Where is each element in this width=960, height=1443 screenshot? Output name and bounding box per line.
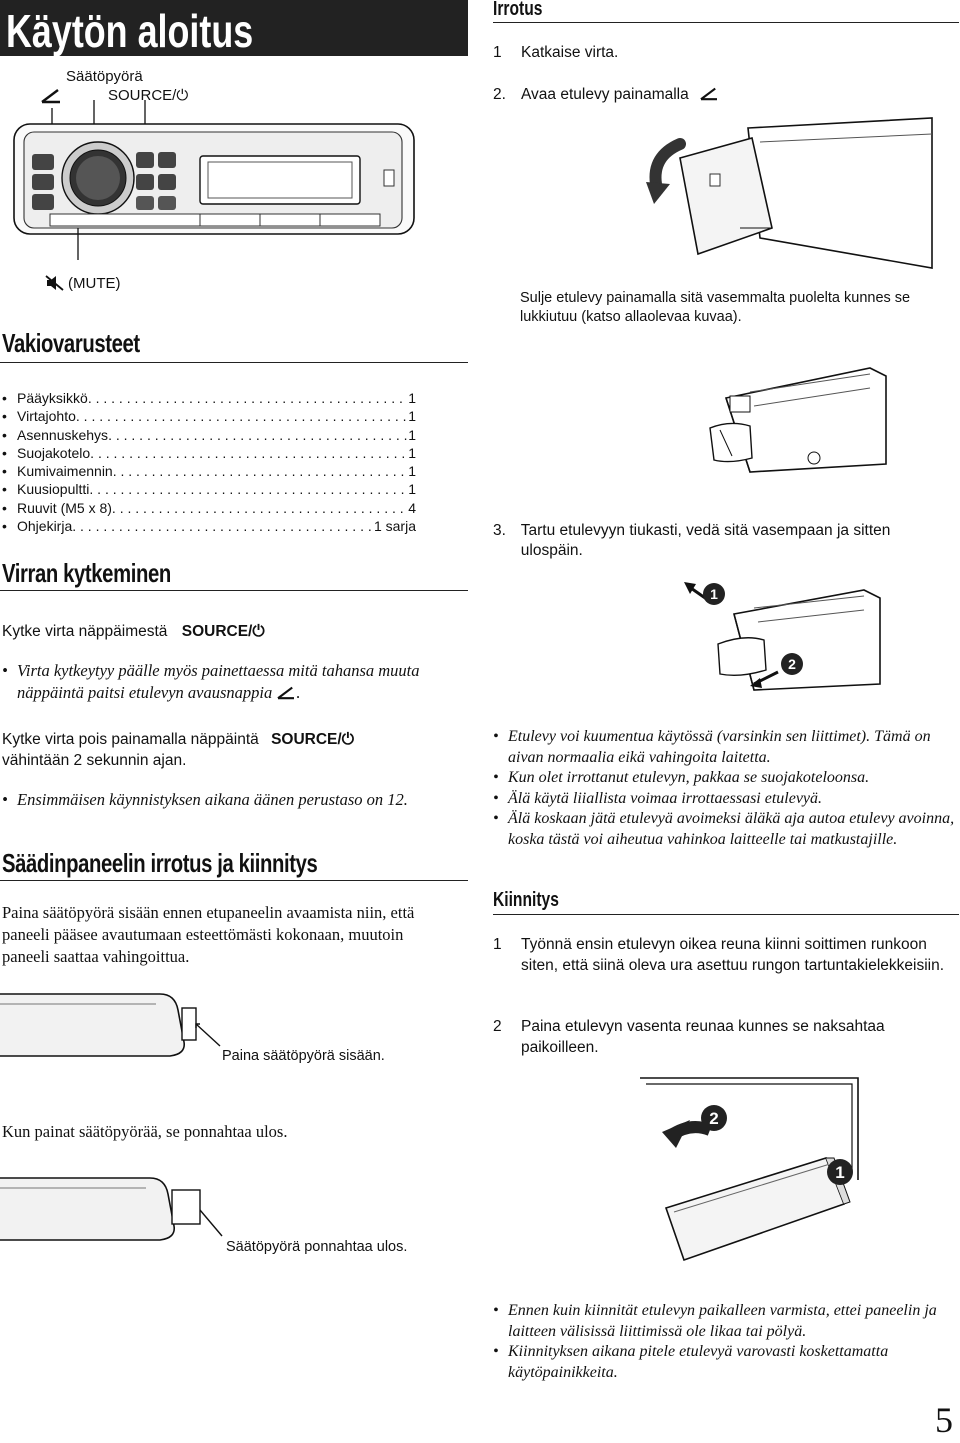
panel-close-illustration <box>690 368 890 478</box>
removal-notes <box>493 727 959 850</box>
knob-popout-text: Kun painat säätöpyörää, se ponnahtaa ulos. <box>2 1122 288 1141</box>
heading-rule <box>0 362 468 363</box>
heading-rule <box>0 590 468 591</box>
accessories-heading: Vakiovarusteet <box>2 328 140 358</box>
head-unit-illustration <box>0 100 470 260</box>
source-key: SOURCE/⏻ <box>181 623 265 640</box>
source-key: SOURCE/⏻ <box>271 731 354 748</box>
panel-open-illustration <box>640 118 940 278</box>
step-badge: 1 <box>835 1163 845 1182</box>
list-item: • Kiinnityksen aikana pitele etulevyä varovasti koskettamatta käytöpainikkeita. <box>493 1342 959 1383</box>
release-button-icon <box>699 85 719 101</box>
knob-popout-label: Säätöpyörä ponnahtaa ulos. <box>226 1239 408 1255</box>
mute-speaker-icon <box>46 276 64 290</box>
list-item: • Asennuskehys . . . 1 <box>2 426 416 444</box>
power-heading: Virran kytkeminen <box>2 558 171 588</box>
heading-rule <box>493 22 959 23</box>
step-badge: 2 <box>788 656 796 672</box>
page-number: 5 <box>935 1400 953 1440</box>
list-item: • Ennen kuin kiinnität etulevyn paikalleen varmista, ettei paneelin ja laitteen välisissä liittimissä ole likaa tai pölyä. <box>493 1301 959 1342</box>
source-label: SOURCE/⏻ <box>108 87 189 104</box>
panel-pull-illustration <box>684 574 904 692</box>
list-item: • Ohjekirja . . . 1 sarja <box>2 517 416 535</box>
step-2: 2. Avaa etulevy painamalla <box>493 84 719 105</box>
mute-label: (MUTE) <box>68 275 121 292</box>
attach-heading: Kiinnitys <box>493 889 559 911</box>
knob-label: Säätöpyörä <box>66 68 143 85</box>
list-item: • Etulevy voi kuumentua käytössä (varsinkin sen liittimet). Tämä on aivan normaalia eikä vahingoita laitetta. <box>493 727 959 768</box>
list-item: • Älä koskaan jätä etulevyä avoimeksi äläkä aja autoa etulevy avoinna, koska tästä voi aiheutua vahinkoa laitteelle tai matkustajille. <box>493 809 959 850</box>
page-title: Käytön aloitus <box>6 5 254 57</box>
panel-press-illustration <box>0 990 230 1070</box>
list-item: • Kuusiopultti . . . 1 <box>2 480 416 498</box>
list-item: • Kun olet irrottanut etulevyn, pakkaa se suojakoteloonsa. <box>493 768 959 789</box>
power-on-instruction: Kytke virta näppäimestä SOURCE/⏻ <box>2 623 265 640</box>
panel-popout-illustration <box>0 1160 230 1250</box>
close-instruction: Sulje etulevy painamalla sitä vasemmalta puolelta kunnes se lukkiutuu (katso allaolevaa kuvaa). <box>520 290 911 325</box>
removal-heading: Irrotus <box>493 0 543 20</box>
list-item: • Suojakotelo . . . 1 <box>2 444 416 462</box>
step-1: 1 Katkaise virta. <box>493 44 619 61</box>
accessories-list <box>2 389 416 535</box>
attach-step-2: 2 Paina etulevyn vasenta reunaa kunnes se naksahtaa paikoilleen. <box>493 1018 885 1056</box>
volume-note: • Ensimmäisen käynnistyksen aikana äänen perustaso on 12. <box>2 789 452 811</box>
panel-text: Paina säätöpyörä sisään ennen etupaneelin avaamista niin, että paneeli pääsee avautumaan esteettömästi kokonaan, muutoin paneeli saattaa vahingoittua. <box>2 903 415 966</box>
attach-step-1: 1 Työnnä ensin etulevyn oikea reuna kiinni soittimen runkoon siten, että siinä oleva ura asettuu rungon tartuntakielekkeisiin. <box>493 936 945 974</box>
heading-rule <box>0 880 468 881</box>
list-item: • Pääyksikkö . . . 1 <box>2 389 416 407</box>
panel-heading: Säädinpaneelin irrotus ja kiinnitys <box>2 848 318 878</box>
power-note: • Virta kytkeytyy päälle myös painettaessa mitä tahansa muuta näppäintä paitsi etulevyn avausnappia . <box>2 660 452 704</box>
power-off-instruction: Kytke virta pois painamalla näppäintä SOURCE/⏻ vähintään 2 sekunnin ajan. <box>2 731 354 769</box>
step-3: 3. Tartu etulevyyn tiukasti, vedä sitä vasempaan ja sitten ulospäin. <box>493 522 891 559</box>
knob-press-label: Paina säätöpyörä sisään. <box>222 1048 385 1064</box>
list-item: • Älä käytä liiallista voimaa irrottaessasi etulevyä. <box>493 789 959 810</box>
attach-notes <box>493 1301 959 1383</box>
step-badge: 1 <box>710 586 718 602</box>
list-item: • Virtajohto . . . 1 <box>2 407 416 425</box>
release-button-icon <box>276 684 296 700</box>
list-item: • Kumivaimennin . . . 1 <box>2 462 416 480</box>
step-badge: 2 <box>709 1109 719 1128</box>
heading-rule <box>493 914 959 915</box>
list-item: • Ruuvit (M5 x 8) . . . 4 <box>2 499 416 517</box>
panel-attach-illustration <box>640 1076 880 1276</box>
